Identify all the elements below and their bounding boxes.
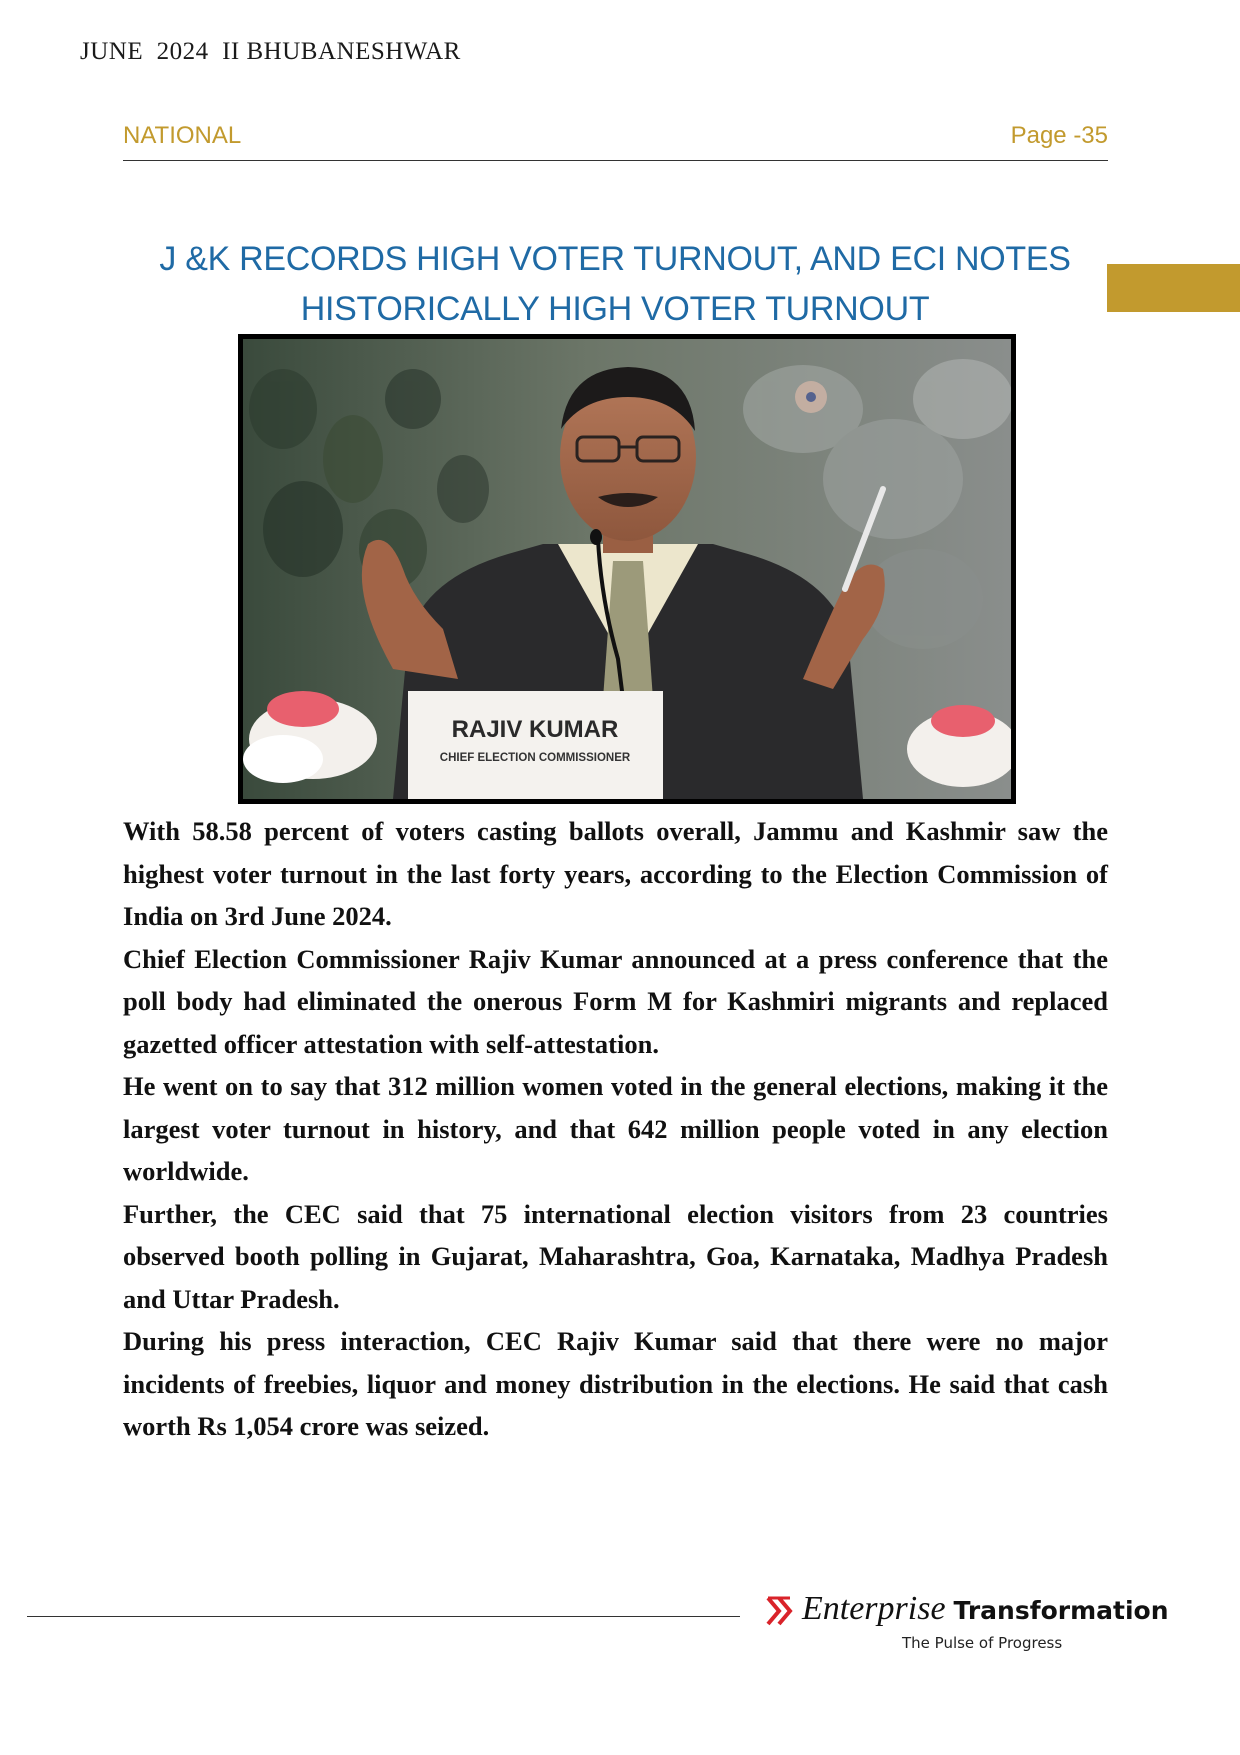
section-header (123, 122, 1108, 161)
section-label: NATIONAL (123, 122, 242, 149)
headline-line-1: J &K RECORDS HIGH VOTER TURNOUT, AND ECI NOTES (159, 240, 1071, 278)
nameplate-name: RAJIV KUMAR (451, 716, 619, 743)
press-conference-illustration (243, 339, 1011, 799)
article-paragraph: During his press interaction, CEC Rajiv Kumar said that there were no major incidents of freebies, liquor and money distribution in the elections. He said that cash worth Rs 1,054 crore was seized. (123, 1326, 1108, 1441)
article-photo (238, 334, 1016, 804)
logo-wordmark (802, 1590, 1169, 1628)
publication-logo (766, 1592, 1206, 1652)
article-paragraph: Further, the CEC said that 75 international election visitors from 23 countries observed booth polling in Gujarat, Maharashtra, Goa, Karnataka, Madhya Pradesh and Uttar Pradesh. (123, 1198, 1108, 1314)
article-paragraph: He went on to say that 312 million women voted in the general elections, making it the largest voter turnout in history, and that 642 million people voted in any election worldwide. (123, 1071, 1108, 1186)
article-paragraph: Chief Election Commissioner Rajiv Kumar announced at a press conference that the poll body had eliminated the onerous Form M for Kashmiri migrants and replaced gazetted officer attestation with self-attestation. (123, 943, 1108, 1059)
footer-divider (27, 1616, 740, 1617)
logo-word-enterprise: Enterprise (802, 1590, 946, 1627)
logo-tagline: The Pulse of Progress (902, 1634, 1063, 1652)
article-headline (110, 234, 1120, 334)
edition-line: JUNE 2024 II BHUBANESHWAR (80, 38, 461, 65)
article-body (123, 810, 1108, 1448)
nameplate (408, 691, 663, 799)
nameplate-title: CHIEF ELECTION COMMISSIONER (439, 752, 631, 764)
gold-edge-tab (1107, 264, 1240, 312)
page-number: Page -35 (1010, 122, 1108, 149)
headline-line-2: HISTORICALLY HIGH VOTER TURNOUT (300, 290, 930, 328)
logo-word-transformation: Transformation (953, 1596, 1169, 1625)
article-paragraph: With 58.58 percent of voters casting ballots overall, Jammu and Kashmir saw the highest voter turnout in the last forty years, according to the Election Commission of India on 3rd June 2024. (123, 816, 1108, 931)
double-chevron-logo-icon (766, 1596, 796, 1626)
